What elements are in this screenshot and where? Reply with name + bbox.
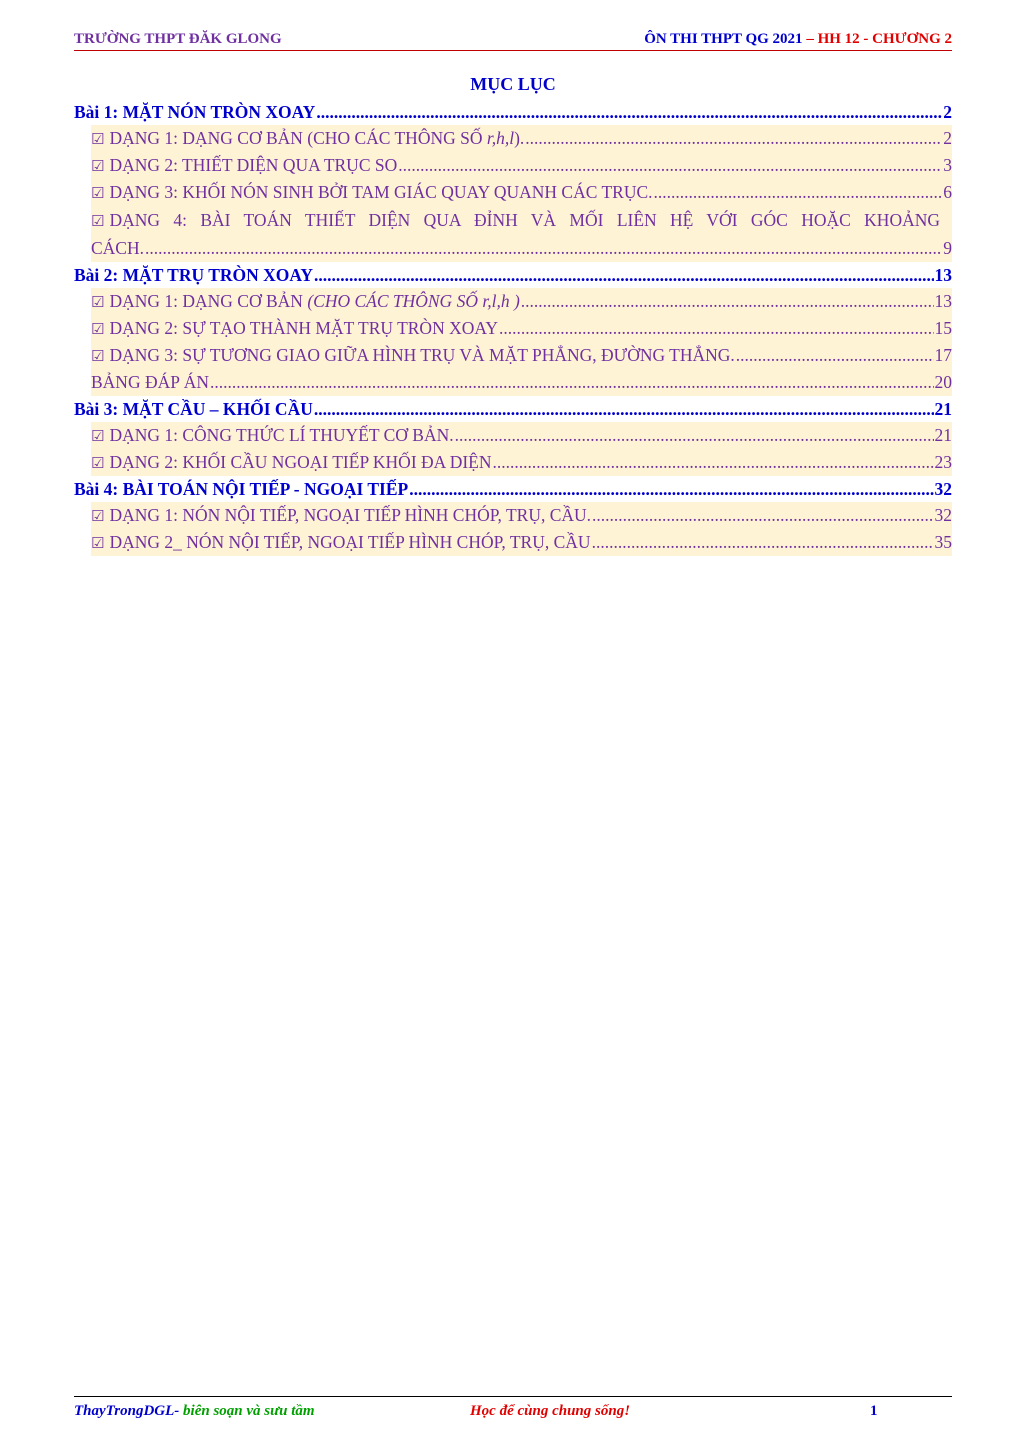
author-name: ThayTrongDGL- — [74, 1403, 180, 1419]
table-of-contents — [74, 99, 952, 556]
toc-entry-title: DẠNG 1: DẠNG CƠ BẢN (CHO CÁC THÔNG SỐ — [109, 128, 487, 148]
toc-entry-title: Bài 3: MẶT CẦU – KHỐI CẦU — [74, 399, 313, 419]
toc-entry-bai2-dang-2[interactable] — [91, 315, 952, 342]
dot-leader — [525, 125, 942, 152]
dot-leader — [736, 342, 934, 369]
toc-entry-bai-1[interactable] — [74, 99, 952, 125]
exam-title — [644, 31, 952, 48]
toc-entry-title: DẠNG 1: NÓN NỘI TIẾP, NGOẠI TIẾP HÌNH CHÓP, TRỤ, CẦU. — [109, 505, 592, 525]
toc-entry-page: 6 — [943, 182, 952, 202]
toc-entry-suffix: ). — [514, 128, 525, 148]
toc-entry-page: 2 — [943, 102, 952, 122]
toc-entry-title: DẠNG 2: SỰ TẠO THÀNH MẶT TRỤ TRÒN XOAY — [109, 318, 499, 338]
toc-entry-page: 17 — [934, 345, 952, 365]
toc-entry-title: DẠNG 1: CÔNG THỨC LÍ THUYẾT CƠ BẢN. — [109, 425, 454, 445]
exam-title-main: ÔN THI THPT QG 2021 — [644, 31, 803, 47]
toc-entry-title: DẠNG 2: THIẾT DIỆN QUA TRỤC SO — [109, 155, 398, 175]
toc-entry-page: 20 — [934, 372, 952, 392]
dot-leader — [398, 152, 942, 179]
footer-motto: Học để cùng chung sống! — [470, 1403, 631, 1419]
toc-entry-title: DẠNG 2_ NÓN NỘI TIẾP, NGOẠI TIẾP HÌNH CHÓP, TRỤ, CẦU — [109, 532, 591, 552]
toc-entry-page: 21 — [934, 425, 952, 445]
toc-entry-title: DẠNG 1: DẠNG CƠ BẢN — [109, 291, 308, 311]
checked-box-icon: ☑ — [91, 507, 105, 525]
toc-entry-page: 32 — [934, 479, 952, 499]
checked-box-icon: ☑ — [91, 534, 105, 552]
toc-entry-title: DẠNG 3: KHỐI NÓN SINH BỞI TAM GIÁC QUAY QUANH CÁC TRỤC. — [109, 182, 653, 202]
dot-leader — [592, 502, 933, 529]
checked-box-icon: ☑ — [91, 454, 105, 472]
dot-leader — [654, 179, 943, 206]
checked-box-icon: ☑ — [91, 347, 105, 365]
dot-leader — [409, 476, 933, 502]
checked-box-icon: ☑ — [91, 130, 105, 148]
toc-entry-bai4-dang-1[interactable] — [91, 502, 952, 529]
toc-entry-page: 9 — [943, 238, 952, 258]
checked-box-icon: ☑ — [91, 212, 105, 230]
dot-leader — [455, 422, 934, 449]
toc-entry-page: 23 — [934, 452, 952, 472]
checked-box-icon: ☑ — [91, 427, 105, 445]
page-header — [74, 30, 952, 51]
checked-box-icon: ☑ — [91, 293, 105, 311]
page-footer — [74, 1396, 952, 1425]
dot-leader — [145, 235, 942, 262]
checked-box-icon: ☑ — [91, 320, 105, 338]
toc-entry-bai4-dang-2[interactable] — [91, 529, 952, 556]
toc-entry-suffix: ) — [509, 291, 520, 311]
toc-entry-page: 2 — [943, 128, 952, 148]
toc-entry-page: 13 — [934, 291, 952, 311]
toc-entry-bai1-dang-4[interactable] — [91, 206, 952, 262]
dot-leader — [493, 449, 934, 476]
toc-entry-page: 35 — [934, 532, 952, 552]
toc-entry-title: Bài 1: MẶT NÓN TRÒN XOAY — [74, 102, 316, 122]
dot-leader — [210, 369, 934, 396]
toc-entry-bai2-dang-1[interactable] — [91, 288, 952, 315]
school-name: TRƯỜNG THPT ĐĂK GLONG — [74, 31, 282, 47]
dot-leader — [316, 99, 942, 125]
dot-leader — [592, 529, 934, 556]
toc-entry-bai1-dang-3[interactable] — [91, 179, 952, 206]
toc-entry-bai-2[interactable] — [74, 262, 952, 288]
dot-leader — [314, 262, 933, 288]
dot-leader — [521, 288, 934, 315]
dot-leader — [314, 396, 934, 422]
toc-entry-title-continued: CÁCH. — [91, 238, 144, 258]
toc-entry-bai3-dang-1[interactable] — [91, 422, 952, 449]
toc-entry-title: BẢNG ĐÁP ÁN — [91, 372, 209, 392]
exam-title-chapter: – HH 12 - CHƯƠNG 2 — [802, 31, 952, 47]
toc-entry-page: 32 — [934, 505, 952, 525]
toc-entry-title: Bài 2: MẶT TRỤ TRÒN XOAY — [74, 265, 314, 285]
toc-entry-title: DẠNG 3: SỰ TƯƠNG GIAO GIỮA HÌNH TRỤ VÀ MẶT PHẲNG, ĐƯỜNG THẲNG. — [109, 345, 735, 365]
dot-leader — [499, 315, 933, 342]
math-variables: r,l,h — [482, 291, 510, 311]
toc-title: MỤC LỤC — [470, 74, 556, 94]
author-note: biên soạn và sưu tầm — [179, 1403, 315, 1419]
toc-entry-bang-dap-an[interactable] — [91, 369, 952, 396]
toc-entry-bai2-dang-3[interactable] — [91, 342, 952, 369]
checked-box-icon: ☑ — [91, 184, 105, 202]
toc-entry-bai-3[interactable] — [74, 396, 952, 422]
toc-entry-bai1-dang-1[interactable] — [91, 125, 952, 152]
math-variables: r,h,l — [486, 128, 515, 148]
toc-entry-title: DẠNG 4: BÀI TOÁN THIẾT DIỆN QUA ĐỈNH VÀ MỐI LIÊN HỆ VỚI GÓC HOẶC KHOẢNG — [109, 210, 940, 230]
toc-entry-bai1-dang-2[interactable] — [91, 152, 952, 179]
toc-entry-title: DẠNG 2: KHỐI CẦU NGOẠI TIẾP KHỐI ĐA DIỆN — [109, 452, 492, 472]
checked-box-icon: ☑ — [91, 157, 105, 175]
toc-entry-bai-4[interactable] — [74, 476, 952, 502]
toc-entry-page: 3 — [943, 155, 952, 175]
toc-entry-page: 15 — [934, 318, 952, 338]
page-number: 1 — [870, 1403, 878, 1419]
toc-entry-page: 21 — [934, 399, 952, 419]
toc-entry-bai3-dang-2[interactable] — [91, 449, 952, 476]
toc-entry-page: 13 — [934, 265, 952, 285]
footer-author — [74, 1403, 315, 1420]
toc-entry-italic: (CHO CÁC THÔNG SỐ — [307, 291, 483, 311]
toc-entry-title: Bài 4: BÀI TOÁN NỘI TIẾP - NGOẠI TIẾP — [74, 479, 409, 499]
